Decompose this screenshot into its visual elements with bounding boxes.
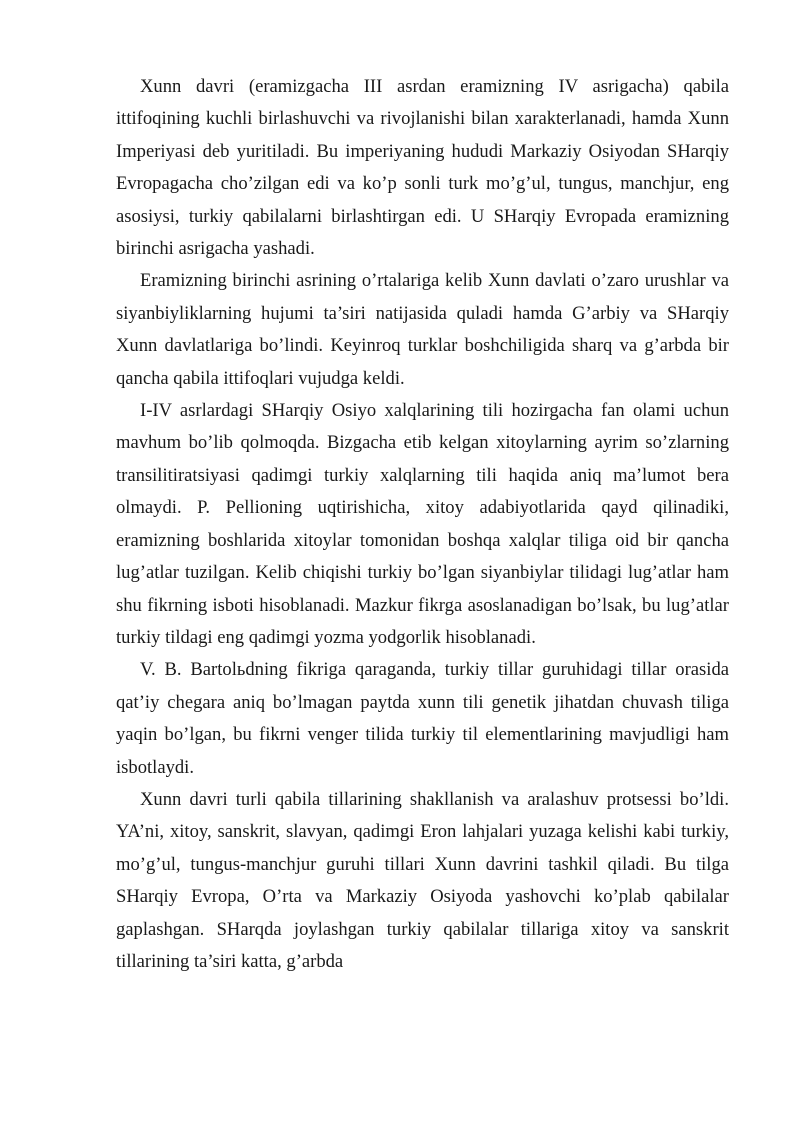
paragraph-xunn-collapse: Eramizning birinchi asrining o’rtalariga kelib Xunn davlati o’zaro urushlar va siyanbiyliklarning hujumi ta’siri natijasida quladi hamda G’arbiy va SHarqiy Xunn davlatlariga bo’lindi. Keyinroq turklar boshchiligida sharq va g’arbda bir qancha qabila ittifoqlari vujudga keldi. [116,270,729,389]
document-page [116,71,729,978]
paragraph-east-asia-languages: I-IV asrlardagi SHarqiy Osiyo xalqlarining tili hozirgacha fan olami uchun mavhum bo’lib qolmoqda. Bizgacha etib kelgan xitoylarning ayrim so’zlarning transilitiratsiyasi qadimgi turkiy xalqlarning tili haqida aniq ma’lumot bera olmaydi. P. Pellioning uqtirishicha, xitoy adabiyotlarida qayd qilinadiki, eramizning boshlarida xitoylar tomonidan boshqa xalqlar tiliga oid bir qancha lug’atlar tuzilgan. Kelib chiqishi turkiy bo’lgan siyanbiylar tilidagi lug’atlar ham shu fikrning isboti hisoblanadi. Mazkur fikrga asoslanadigan bo’lsak, bu lug’atlar turkiy tildagi eng qadimgi yozma yodgorlik hisoblanadi. [116,400,729,648]
paragraph-xunn-period: Xunn davri (eramizgacha III asrdan eramizning IV asrigacha) qabila ittifoqining kuchli birlashuvchi va rivojlanishi bilan xarakterlanadi, hamda Xunn Imperiyasi deb yuritiladi. Bu imperiyaning hududi Markaziy Osiyodan SHarqiy Evropagacha cho’zilgan edi va ko’p sonli turk mo’g’ul, tungus, manchjur, eng asosiysi, turkiy qabilalarni birlashtirgan edi. U SHarqiy Evropada eramizning birinchi asrigacha yashadi. [116,76,729,260]
paragraph-tribal-languages: Xunn davri turli qabila tillarining shakllanish va aralashuv protsessi bo’ldi. YA’ni, xitoy, sanskrit, slavyan, qadimgi Eron lahjalari yuzaga kelishi kabi turkiy, mo’g’ul, tungus-manchjur guruhi tillari Xunn davrini tashkil qiladi. Bu tilga SHarqiy Evropa, O’rta va Markaziy Osiyoda yashovchi ko’plab qabilalar gaplashgan. SHarqda joylashgan turkiy qabilalar tillariga xitoy va sanskrit tillarining ta’siri katta, g’arbda [116,788,729,972]
paragraph-bartold-opinion: V. B. Bartolьdning fikriga qaraganda, turkiy tillar guruhidagi tillar orasida qat’iy chegara aniq bo’lmagan paytda xunn tili genetik jihatdan chuvash tiliga yaqin bo’lgan, bu fikrni venger tilida turkiy til elementlarining mavjudligi ham isbotlaydi. [116,659,729,778]
